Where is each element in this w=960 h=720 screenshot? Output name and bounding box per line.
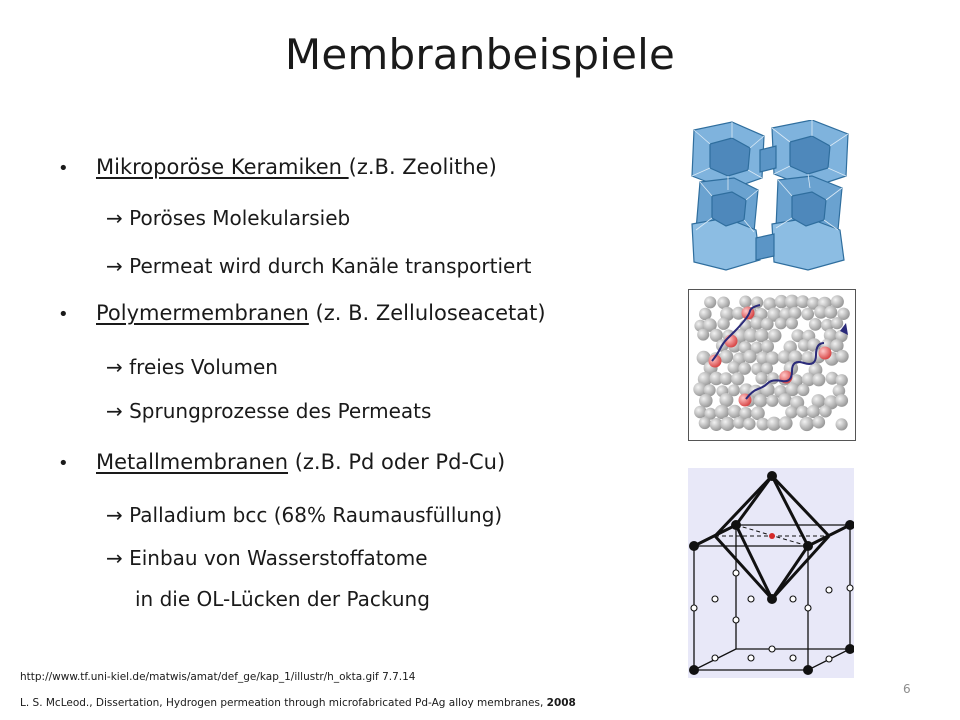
polymer-sphere (824, 306, 837, 319)
lattice-figure (688, 468, 854, 678)
polymer-sphere (728, 361, 741, 374)
polymer-sphere (766, 395, 778, 407)
polymer-sphere (800, 417, 814, 431)
polymer-sphere (754, 394, 767, 407)
polymer-sphere (775, 317, 787, 329)
polymer-sphere (768, 329, 782, 343)
reference-text: L. S. McLeod., Dissertation, Hydrogen permeation through microfabricated Pd-Ag alloy membranes, (20, 697, 547, 709)
polymer-sphere (836, 350, 849, 363)
polymer-sphere (739, 296, 751, 308)
polymer-sphere (796, 295, 809, 308)
polymer-link[interactable]: Polymermembranen (96, 301, 309, 325)
polymer-sphere (755, 372, 767, 384)
sub-item: → Palladium bcc (68% Raumausfüllung) (106, 503, 503, 527)
zeolite-figure (680, 120, 860, 272)
polymer-sphere (697, 329, 709, 341)
bullet-polymer (58, 300, 546, 328)
sub-item: → Einbau von Wasserstoffatome (106, 546, 428, 570)
polymer-sphere (801, 308, 814, 321)
polymer-sphere (836, 374, 848, 386)
polymer-sphere (761, 318, 774, 331)
bullet-metal (58, 449, 505, 477)
bullet-marker: • (58, 304, 69, 325)
metal-link[interactable]: Metallmembranen (96, 450, 289, 474)
polymer-figure (688, 289, 856, 441)
polymer-sphere (699, 417, 711, 429)
sub-item: → Permeat wird durch Kanäle transportiert (106, 254, 532, 278)
polymer-sphere (835, 394, 848, 407)
source-url: http://www.tf.uni-kiel.de/matwis/amat/def_ge/kap_1/illustr/h_okta.gif 7.7.14 (20, 671, 416, 683)
polymer-sphere (779, 416, 793, 430)
polymer-sphere (761, 340, 774, 353)
octahedral-site (769, 533, 775, 539)
polymer-sphere (797, 384, 809, 396)
polymer-sphere (819, 405, 831, 417)
bullet-marker: • (58, 158, 69, 179)
polymer-sphere (812, 373, 825, 386)
polymer-sphere (809, 318, 822, 331)
ceramics-link[interactable]: Mikroporöse Keramiken (96, 155, 349, 179)
polymer-sphere (731, 372, 744, 385)
bullet-ceramics (58, 154, 497, 182)
polymer-sphere (720, 417, 734, 431)
sub-item: → Poröses Molekularsieb (106, 206, 351, 230)
sub-item: → freies Volumen (106, 355, 278, 379)
polymer-sphere (717, 318, 729, 330)
source-reference (20, 697, 576, 709)
polymer-sphere (704, 296, 716, 308)
bullet-text: (z.B. Zeolithe) (348, 155, 497, 179)
polymer-sphere (743, 418, 755, 430)
bullet-text: (z.B. Pd oder Pd-Cu) (288, 450, 506, 474)
polymer-sphere (786, 317, 798, 329)
sub-item: → Sprungprozesse des Permeats (106, 399, 432, 423)
reference-year: 2008 (546, 697, 576, 709)
page-number: 6 (903, 682, 911, 696)
sub-item-continuation: in die OL-Lücken der Packung (135, 587, 430, 611)
polymer-sphere (813, 416, 826, 429)
polymer-sphere (720, 372, 733, 385)
polymer-sphere (831, 317, 843, 329)
polymer-sphere (836, 418, 848, 430)
polymer-sphere (743, 350, 756, 363)
polymer-sphere (699, 394, 713, 408)
polymer-sphere (778, 393, 792, 407)
bullet-text: (z. B. Zelluloseacetat) (308, 301, 546, 325)
bullet-marker: • (58, 453, 69, 474)
slide-title: Membranbeispiele (284, 30, 676, 79)
